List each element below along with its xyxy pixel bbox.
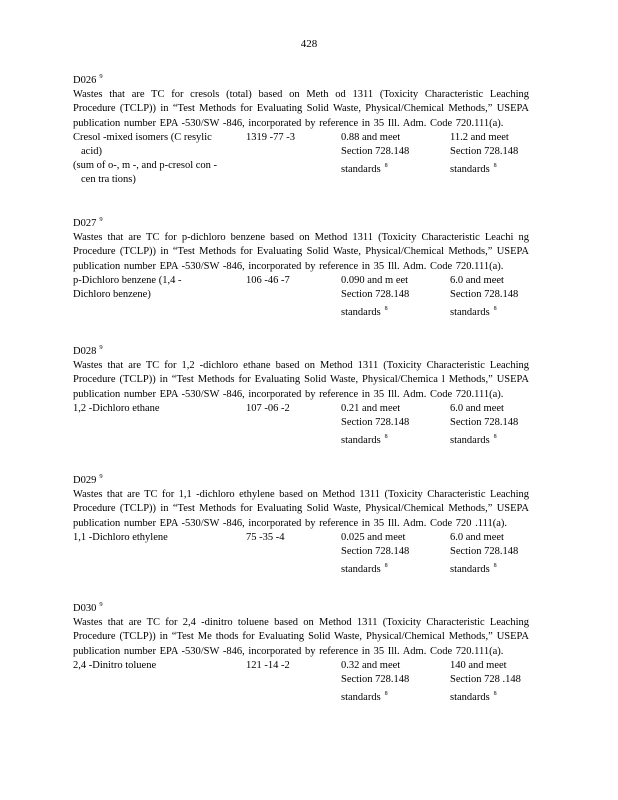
constituent-row <box>73 531 529 575</box>
waste-entry <box>73 213 529 318</box>
cas-number: 106 -46 -7 <box>246 274 290 286</box>
constituent-name: Cresol -mixed isomers (C resylic acid) (sum of o-, m -, and p-cresol con - cen tra tions) <box>73 131 218 186</box>
nonwastewater-standard: 6.0 and meet Section 728.148 standards $^8$ <box>450 402 519 447</box>
footnote-marker: 9 <box>99 601 103 608</box>
waste-entry <box>73 70 529 189</box>
constituent-row <box>73 274 529 318</box>
waste-entry <box>73 470 529 575</box>
footnote-marker: 9 <box>99 216 103 223</box>
page-number: 428 <box>300 38 318 50</box>
wastewater-standard: 0.32 and meet Section 728.148 standards $^8$ <box>341 659 410 704</box>
waste-description: Wastes that are TC for 1,1 -dichloro ethylene based on Method 1311 (Toxicity Characteristic Leaching Procedure (TCLP)) in “Test Methods for Evaluating Solid Waste, Physical/Chemical Methods,” USEPA publication number EPA -530/SW -846, incorporated by reference in 35 Ill. Adm. Code 720 .111(a). <box>73 489 529 529</box>
constituent-name: 1,1 -Dichloro ethylene <box>73 531 168 543</box>
waste-code: D028 $^9$ <box>73 344 103 357</box>
footnote-marker: 9 <box>99 473 103 480</box>
waste-description: Wastes that are TC for 2,4 -dinitro toluene based on Method 1311 (Toxicity Characteristic Leaching Procedure (TCLP)) in “Test Me thods for Evaluating Solid Waste, Physical/Chemical Methods,” USEPA publication number EPA -530/SW -846, incorporated by reference in 35 Ill. Adm. Code 720.111(a). <box>73 617 529 657</box>
cas-number: 1319 -77 -3 <box>246 131 295 143</box>
waste-code: D029 $^9$ <box>73 473 103 486</box>
wastewater-standard: 0.21 and meet Section 728.148 standards $^8$ <box>341 402 410 447</box>
nonwastewater-standard: 11.2 and meet Section 728.148 standards $^8$ <box>450 131 519 176</box>
nonwastewater-standard: 6.0 and meet Section 728.148 standards $^8$ <box>450 531 519 576</box>
wastewater-standard: 0.090 and m eet Section 728.148 standards $^8$ <box>341 274 410 319</box>
constituent-name: 2,4 -Dinitro toluene <box>73 659 157 671</box>
nonwastewater-standard: 6.0 and meet Section 728.148 standards $^8$ <box>450 274 519 319</box>
constituent-row <box>73 402 529 446</box>
waste-entry <box>73 341 529 446</box>
nonwastewater-standard: 140 and meet Section 728 .148 standards $^8$ <box>450 659 521 704</box>
constituent-row <box>73 131 529 189</box>
footnote-marker: 9 <box>99 344 103 351</box>
constituent-name: 1,2 -Dichloro ethane <box>73 402 160 414</box>
constituent-row <box>73 659 529 703</box>
waste-code: D026 $^9$ <box>73 73 103 86</box>
cas-number: 75 -35 -4 <box>246 531 285 543</box>
constituent-name: p-Dichloro benzene (1,4 - Dichloro benzene) <box>73 274 182 301</box>
cas-number: 107 -06 -2 <box>246 402 290 414</box>
wastewater-standard: 0.88 and meet Section 728.148 standards $^8$ <box>341 131 410 176</box>
waste-description: Wastes that are TC for p-dichloro benzene based on Method 1311 (Toxicity Characteristic Leachi ng Procedure (TCLP)) in “Test Methods for Evaluating Solid Waste, Physical/Chemical Methods,” USEPA publication number EPA -530/SW -846, incorporated by reference in 35 Ill. Adm. Code 720.111(a). <box>73 232 529 272</box>
waste-description: Wastes that are TC for 1,2 -dichloro ethane based on Method 1311 (Toxicity Characteristic Leaching Procedure (TCLP)) in “Test Methods for Evaluating Solid Waste, Physical/Chemica l Methods,” USEPA publication number EPA -530/SW -846, incorporated by reference in 35 Ill. Adm. Code 720.111(a). <box>73 360 529 400</box>
waste-entry <box>73 598 529 703</box>
cas-number: 121 -14 -2 <box>246 659 290 671</box>
footnote-marker: 9 <box>99 73 103 80</box>
waste-description: Wastes that are TC for cresols (total) based on Meth od 1311 (Toxicity Characteristic Leaching Procedure (TCLP)) in “Test Methods for Evaluating Solid Waste, Physical/Chemical Methods,” USEPA publication number EPA -530/SW -846, incorporated by reference in 35 Ill. Adm. Code 720.111(a). <box>73 89 529 129</box>
wastewater-standard: 0.025 and meet Section 728.148 standards $^8$ <box>341 531 410 576</box>
waste-code: D027 $^9$ <box>73 216 103 229</box>
waste-code: D030 $^9$ <box>73 601 103 614</box>
